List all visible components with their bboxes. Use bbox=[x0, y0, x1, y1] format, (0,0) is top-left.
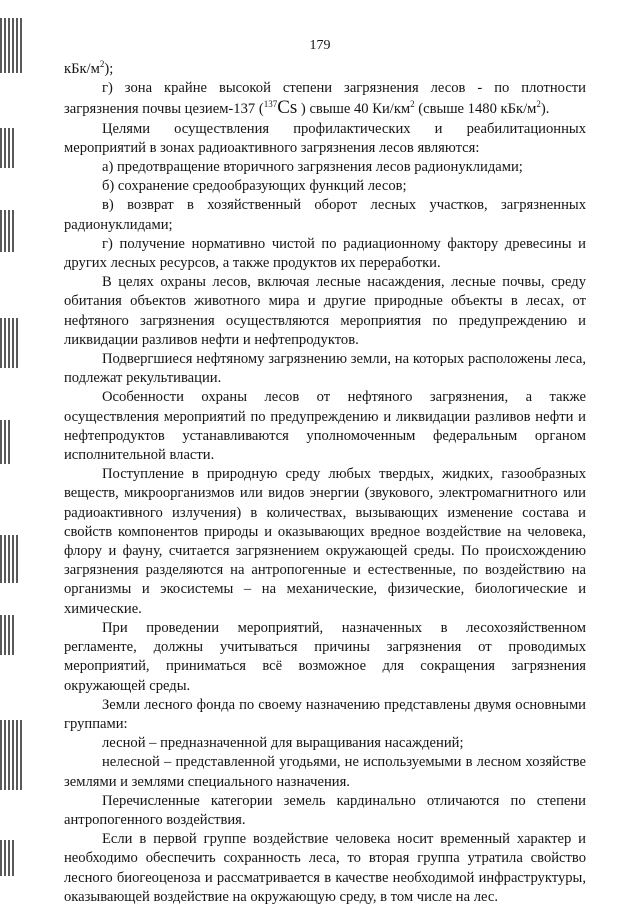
text-run: 2 bbox=[410, 99, 415, 110]
paragraph-oil-protection bbox=[64, 273, 586, 350]
text-run: г) получение нормативно чистой по радиационному фактору древесины и других лесных ресурсов, а также продуктов их переработки. bbox=[64, 235, 586, 272]
paragraph-goal-g bbox=[64, 235, 586, 273]
paragraph-goals-intro bbox=[64, 120, 586, 158]
paragraph-fund-groups bbox=[64, 696, 586, 734]
text-run: Если в первой группе воздействие человека носит временный характер и необходимо обеспечить сохранность леса, то вторая группа утратила свойство лесного биогеоценоза и рассматривается в качестве необходимой инфраструктуры, оказывающей воздействие на окружающую среду, в том числе на лес. bbox=[64, 831, 586, 905]
paragraph-group-nonforest bbox=[64, 753, 586, 791]
binding-edge-scan-artifact bbox=[0, 0, 40, 910]
text-run: 2 bbox=[99, 59, 105, 69]
text-run: Поступление в природную среду любых твердых, жидких, газообразных веществ, микроорганизмов или видов энергии (звукового, электромагнитного или радиоактивного излучения) в количествах, вызывающих изменение состава и свойств компонентов природы и оказывающих вредное воздействие на человека, флору и фауну, считается загрязнением окружающей среды. По происхождению загрязнения разделяются на антропогенные и естественные, по воздействию на организмы и экосистемы – на механические, физические, биологические и химические. bbox=[64, 466, 586, 617]
text-run: в) возврат в хозяйственный оборот лесных участков, загрязненных радионуклидами; bbox=[64, 197, 586, 233]
text-run: а) предотвращение вторичного загрязнения лесов радионуклидами; bbox=[102, 159, 523, 176]
text-run: б) сохранение средообразующих функций лесов; bbox=[102, 178, 407, 195]
paragraph-group-forest bbox=[64, 734, 586, 753]
text-run: ) свыше 40 Ки/км bbox=[297, 101, 411, 118]
text-run: Подвергшиеся нефтяному загрязнению земли, на которых расположены леса, подлежат рекультивации. bbox=[64, 351, 586, 387]
paragraph-oil-features bbox=[64, 388, 586, 465]
text-run: ). bbox=[540, 101, 550, 118]
paragraph-goal-b bbox=[64, 177, 586, 196]
text-run: В целях охраны лесов, включая лесные насаждения, лесные почвы, среду обитания объектов животного мира и другие природные объекты в лесах, от нефтяного загрязнения осуществляются мероприятия по предупреждению и ликвидации разливов нефти и нефтепродуктов. bbox=[64, 274, 586, 348]
text-run: Особенности охраны лесов от нефтяного загрязнения, а также осуществления мероприятий по предупреждению и ликвидации разливов нефти и нефтепродуктов устанавливаются уполномоченным федеральным органом исполнительной власти. bbox=[64, 389, 586, 464]
text-run: Cs bbox=[277, 97, 298, 119]
paragraph-regulations bbox=[64, 619, 586, 696]
text-run: г) зона крайне высокой степени загрязнения лесов - по плотности загрязнения почвы цезием-137 ( bbox=[64, 80, 586, 118]
paragraph-goal-v bbox=[64, 196, 586, 234]
text-run: нелесной – представленной угодьями, не используемыми в лесном хозяйстве землями и землями специального назначения. bbox=[64, 754, 586, 790]
text-run: 137 bbox=[263, 99, 278, 110]
text-run: кБк/м bbox=[64, 61, 100, 77]
body-text bbox=[64, 60, 586, 907]
page-number: 179 bbox=[309, 38, 331, 53]
paragraph-item-g-zone bbox=[64, 79, 586, 119]
paragraph-categories-differ bbox=[64, 792, 586, 830]
text-run: Целями осуществления профилактических и реабилитационных мероприятий в зонах радиоактивного загрязнения лесов являются: bbox=[64, 120, 586, 156]
paragraph-recultivation bbox=[64, 350, 586, 388]
text-run: Земли лесного фонда по своему назначению представлены двумя основными группами: bbox=[64, 696, 586, 732]
text-run: лесной – предназначенной для выращивания насаждений; bbox=[102, 735, 464, 752]
paragraph-pollution-def bbox=[64, 465, 586, 619]
paragraph-first-group bbox=[64, 830, 586, 907]
text-run: При проведении мероприятий, назначенных в лесохозяйственном регламенте, должны учитываться причины загрязнения от проводимых мероприятий, приниматься всё возможное для сокращения загрязнения окружающей среды. bbox=[64, 619, 586, 694]
text-run: Перечисленные категории земель кардинально отличаются по степени антропогенного воздействия. bbox=[64, 792, 586, 828]
paragraph-unit bbox=[64, 60, 586, 79]
text-run: (свыше 1480 кБк/м bbox=[414, 101, 537, 118]
paragraph-goal-a bbox=[64, 158, 586, 177]
text-run: ); bbox=[104, 61, 114, 77]
text-run: 2 bbox=[536, 99, 541, 110]
